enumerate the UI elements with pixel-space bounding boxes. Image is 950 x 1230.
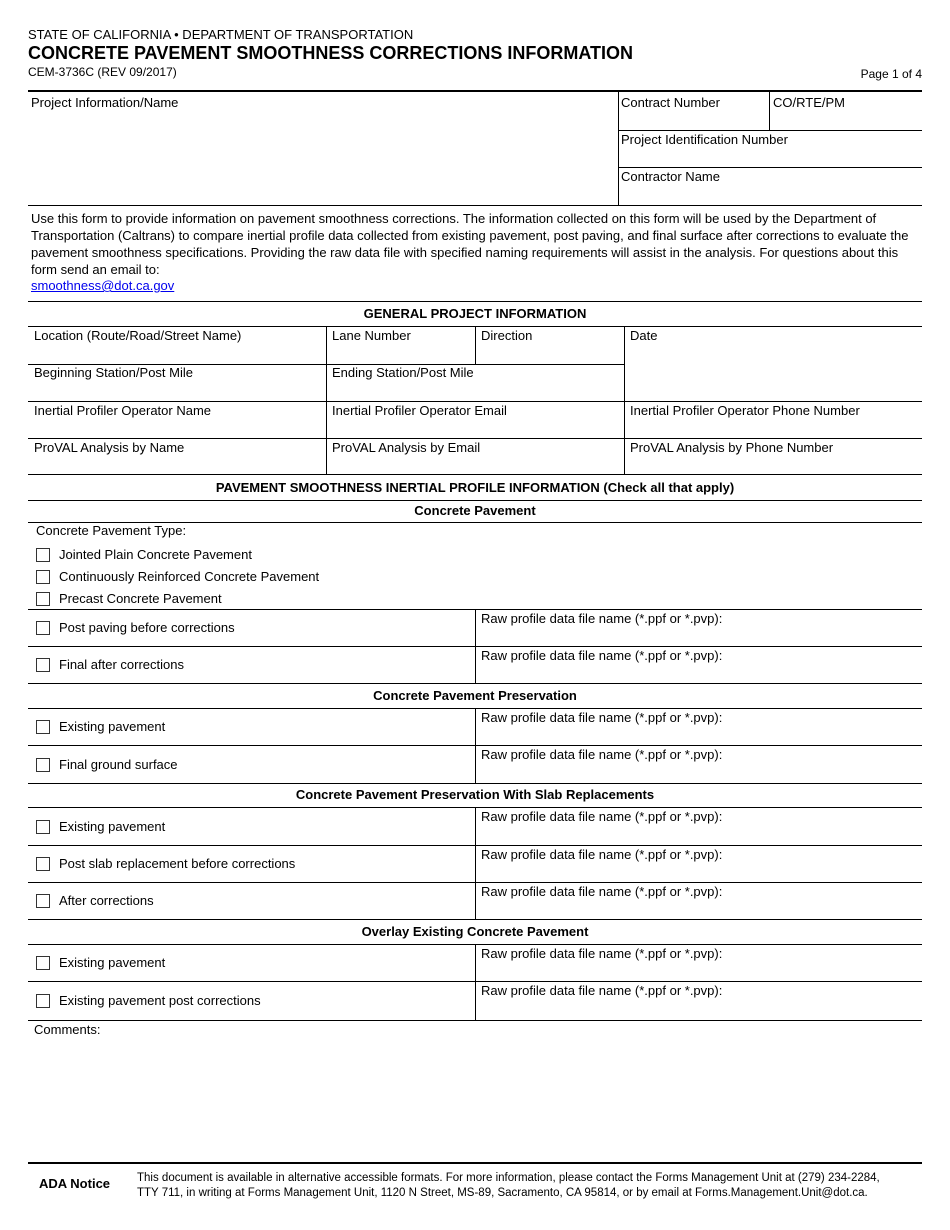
raw-file-field[interactable]: Raw profile data file name (*.ppf or *.pvp):: [481, 847, 723, 862]
raw-file-field[interactable]: Raw profile data file name (*.ppf or *.pvp):: [481, 983, 723, 998]
precast-checkbox[interactable]: [36, 592, 50, 606]
ending-station-field[interactable]: Ending Station/Post Mile: [332, 365, 474, 380]
ada-line-1: This document is available in alternative accessible formats. For more information, please contact the Forms Management Unit at (279) 234-2284,: [137, 1172, 880, 1184]
preservation-bottom: [28, 783, 922, 784]
project-box-bottom: [28, 205, 922, 206]
ada-line-2: TTY 711, in writing at Forms Management Unit, 1120 N Street, MS-89, Sacramento, CA 95814, or by email at Forms.Management.Unit@dot.ca.: [137, 1187, 868, 1199]
precast-label: Precast Concrete Pavement: [59, 591, 222, 606]
after-corrections-label: After corrections: [59, 893, 154, 908]
post-slab-label: Post slab replacement before corrections: [59, 856, 296, 871]
overlay-existing-label: Existing pavement: [59, 955, 166, 970]
page-number: Page 1 of 4: [860, 67, 922, 81]
overlay-existing-checkbox[interactable]: [36, 956, 50, 970]
slab-heading: Concrete Pavement Preservation With Slab Replacements: [295, 787, 655, 802]
slab-row-line-2: [28, 882, 922, 883]
slab-existing-label: Existing pavement: [59, 819, 166, 834]
project-line-1: [619, 130, 922, 131]
raw-file-field[interactable]: Raw profile data file name (*.ppf or *.pvp):: [481, 747, 723, 762]
overlay-v: [475, 945, 476, 1020]
contractor-name-field[interactable]: Contractor Name: [621, 169, 720, 184]
profile-heading: PAVEMENT SMOOTHNESS INERTIAL PROFILE INFORMATION (Check all that apply): [215, 480, 735, 495]
overlay-bottom: [28, 1020, 922, 1021]
overlay-post-label: Existing pavement post corrections: [59, 993, 261, 1008]
form-number: CEM-3736C (REV 09/2017): [28, 65, 177, 79]
slab-existing-checkbox[interactable]: [36, 820, 50, 834]
jpcp-label: Jointed Plain Concrete Pavement: [59, 547, 252, 562]
jpcp-checkbox[interactable]: [36, 548, 50, 562]
post-slab-checkbox[interactable]: [36, 857, 50, 871]
final-after-label: Final after corrections: [59, 657, 184, 672]
email-link[interactable]: smoothness@dot.ca.gov: [31, 278, 175, 293]
preservation-row-line: [28, 745, 922, 746]
after-corrections-checkbox[interactable]: [36, 894, 50, 908]
overlay-post-checkbox[interactable]: [36, 994, 50, 1008]
agency-line: STATE OF CALIFORNIA • DEPARTMENT OF TRANSPORTATION: [28, 27, 414, 42]
project-info-name-field[interactable]: Project Information/Name: [31, 95, 179, 110]
general-line-2: [28, 401, 922, 402]
operator-email-field[interactable]: Inertial Profiler Operator Email: [332, 403, 507, 418]
intro-text: Use this form to provide information on pavement smoothness corrections. The information collected on this form will be used by the Department of Transportation (Caltrans) to compare inertial profile data collected from existing pavement, post paving, and final surface after corrections to evaluate the pavement smoothness specifications. Providing the raw data file with specified naming requirements will assist in the analysis. For questions about this form send an email to:: [31, 211, 909, 277]
overlay-heading: Overlay Existing Concrete Pavement: [361, 924, 589, 939]
raw-file-field[interactable]: Raw profile data file name (*.ppf or *.pvp):: [481, 611, 723, 626]
concrete-row-line-1: [28, 646, 922, 647]
final-after-checkbox[interactable]: [36, 658, 50, 672]
preservation-heading: Concrete Pavement Preservation: [373, 688, 577, 703]
pres-existing-label: Existing pavement: [59, 719, 166, 734]
concrete-type-label: Concrete Pavement Type:: [36, 523, 187, 538]
co-rte-pm-field[interactable]: CO/RTE/PM: [773, 95, 845, 110]
operator-name-field[interactable]: Inertial Profiler Operator Name: [34, 403, 212, 418]
raw-file-field[interactable]: Raw profile data file name (*.ppf or *.pvp):: [481, 884, 723, 899]
crcp-checkbox[interactable]: [36, 570, 50, 584]
date-field[interactable]: Date: [630, 328, 658, 343]
operator-phone-field[interactable]: Inertial Profiler Operator Phone Number: [630, 403, 860, 418]
slab-bottom: [28, 919, 922, 920]
raw-file-field[interactable]: Raw profile data file name (*.ppf or *.pvp):: [481, 809, 723, 824]
project-line-2: [619, 167, 922, 168]
concrete-bottom: [28, 683, 922, 684]
footer-line: [28, 1162, 922, 1164]
profile-heading-line: [28, 500, 922, 501]
general-heading: GENERAL PROJECT INFORMATION: [363, 306, 587, 321]
preservation-v: [475, 709, 476, 783]
post-paving-label: Post paving before corrections: [59, 620, 235, 635]
project-id-field[interactable]: Project Identification Number: [621, 132, 788, 147]
concrete-heading: Concrete Pavement: [414, 503, 536, 518]
lane-number-field[interactable]: Lane Number: [332, 328, 411, 343]
post-paving-checkbox[interactable]: [36, 621, 50, 635]
proval-email-field[interactable]: ProVAL Analysis by Email: [332, 440, 481, 455]
location-field[interactable]: Location (Route/Road/Street Name): [34, 328, 242, 343]
general-top: [28, 301, 922, 302]
raw-file-field[interactable]: Raw profile data file name (*.ppf or *.pvp):: [481, 648, 723, 663]
project-divider: [618, 91, 619, 206]
proval-name-field[interactable]: ProVAL Analysis by Name: [34, 440, 185, 455]
slab-row-line-1: [28, 845, 922, 846]
contract-divider: [769, 91, 770, 131]
contract-number-field[interactable]: Contract Number: [621, 95, 720, 110]
project-box-top: [28, 90, 922, 92]
general-bottom: [28, 474, 922, 475]
overlay-row-line: [28, 981, 922, 982]
ada-notice-label: ADA Notice: [39, 1176, 111, 1191]
raw-file-field[interactable]: Raw profile data file name (*.ppf or *.pvp):: [481, 710, 723, 725]
general-line-3: [28, 438, 922, 439]
slab-v: [475, 808, 476, 920]
raw-file-field[interactable]: Raw profile data file name (*.ppf or *.pvp):: [481, 946, 723, 961]
form-title: CONCRETE PAVEMENT SMOOTHNESS CORRECTIONS INFORMATION: [28, 43, 634, 63]
proval-phone-field[interactable]: ProVAL Analysis by Phone Number: [630, 440, 834, 455]
crcp-label: Continuously Reinforced Concrete Pavement: [59, 569, 320, 584]
final-ground-checkbox[interactable]: [36, 758, 50, 772]
pres-existing-checkbox[interactable]: [36, 720, 50, 734]
final-ground-label: Final ground surface: [59, 757, 178, 772]
beginning-station-field[interactable]: Beginning Station/Post Mile: [34, 365, 193, 380]
comments-field[interactable]: Comments:: [34, 1022, 101, 1037]
general-v2: [475, 327, 476, 364]
direction-field[interactable]: Direction: [481, 328, 533, 343]
